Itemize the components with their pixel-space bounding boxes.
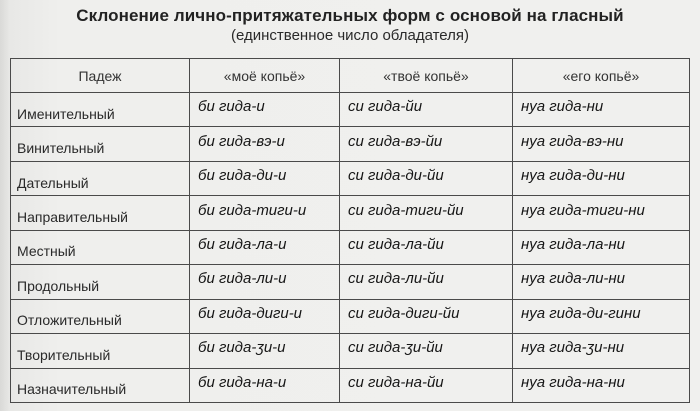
form-2sg: си гида-тиги-йи	[340, 196, 513, 230]
form-3sg: нуа гида-вэ-ни	[513, 127, 690, 161]
form-1sg: би гида-ла-и	[190, 230, 340, 264]
table-row	[11, 299, 690, 333]
table-row	[11, 127, 690, 161]
case-name: Назначительный	[11, 368, 190, 403]
header-your-spear: «твоё копьё»	[340, 59, 513, 93]
case-name: Винительный	[11, 127, 190, 161]
form-2sg: си гида-ӡи-йи	[340, 334, 513, 368]
form-3sg: нуа гида-ди-гини	[513, 299, 690, 333]
form-3sg: нуа гида-ни	[513, 93, 690, 127]
form-2sg: си гида-йи	[340, 93, 513, 127]
case-name: Именительный	[11, 93, 190, 127]
table-row	[11, 265, 690, 299]
case-name: Направительный	[11, 196, 190, 230]
header-my-spear: «моё копьё»	[190, 59, 340, 93]
table-row	[11, 334, 690, 368]
table-row	[11, 196, 690, 230]
form-3sg: нуа гида-на-ни	[513, 368, 690, 403]
case-name: Продольный	[11, 265, 190, 299]
form-1sg: би гида-ли-и	[190, 265, 340, 299]
form-3sg: нуа гида-тиги-ни	[513, 196, 690, 230]
table-row	[11, 368, 690, 403]
table-row	[11, 93, 690, 127]
form-3sg: нуа гида-ла-ни	[513, 230, 690, 264]
table-row	[11, 161, 690, 195]
table-title: Склонение лично-притяжательных форм с основой на гласный	[76, 6, 624, 25]
form-2sg: си гида-диги-йи	[340, 299, 513, 333]
form-2sg: си гида-ла-йи	[340, 230, 513, 264]
form-3sg: нуа гида-ӡи-ни	[513, 334, 690, 368]
header-row	[11, 59, 690, 93]
case-name: Дательный	[11, 161, 190, 195]
form-3sg: нуа гида-ди-ни	[513, 161, 690, 195]
form-1sg: би гида-тиги-и	[190, 196, 340, 230]
form-1sg: би гида-ӡи-и	[190, 334, 340, 368]
form-2sg: си гида-ли-йи	[340, 265, 513, 299]
case-name: Отложительный	[11, 299, 190, 333]
table-row	[11, 230, 690, 264]
form-3sg: нуа гида-ли-ни	[513, 265, 690, 299]
form-1sg: би гида-вэ-и	[190, 127, 340, 161]
form-2sg: си гида-на-йи	[340, 368, 513, 403]
declension-table	[10, 58, 690, 403]
header-his-spear: «его копьё»	[513, 59, 690, 93]
form-1sg: би гида-диги-и	[190, 299, 340, 333]
form-1sg: би гида-и	[190, 93, 340, 127]
form-2sg: си гида-вэ-йи	[340, 127, 513, 161]
header-case: Падеж	[11, 59, 190, 93]
form-1sg: би гида-на-и	[190, 368, 340, 403]
case-name: Творительный	[11, 334, 190, 368]
case-name: Местный	[11, 230, 190, 264]
form-1sg: би гида-ди-и	[190, 161, 340, 195]
form-2sg: си гида-ди-йи	[340, 161, 513, 195]
table-subtitle: (единственное число обладателя)	[230, 27, 469, 44]
